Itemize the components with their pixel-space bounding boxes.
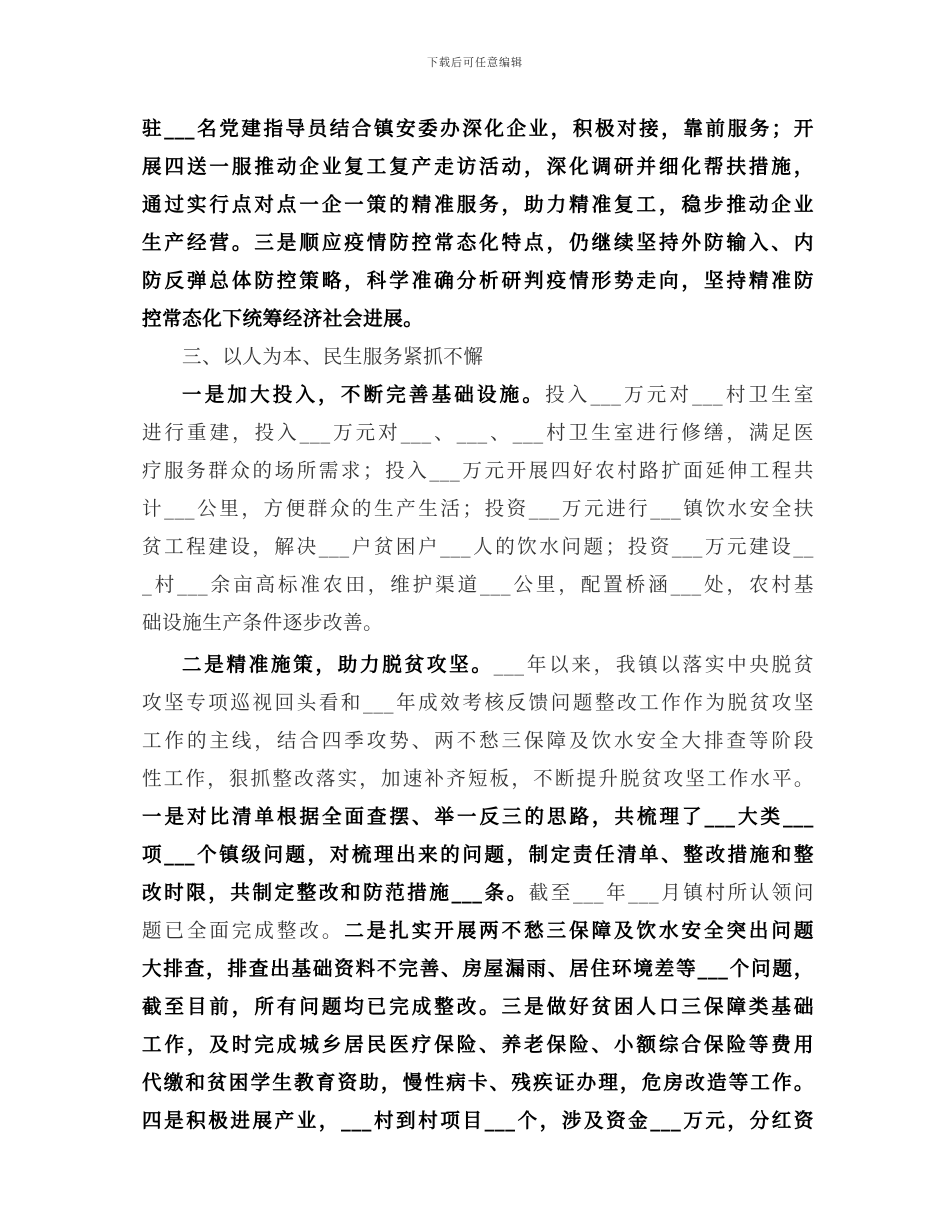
bold-text: 通过实行点对点一企一策的精准服务，助力精准复工，稳步推动企业 [142,193,814,216]
bold-text: 四是积极进展产业，___村到村项目___个，涉及资金___万元，分红资 [142,1109,814,1132]
text-line [142,566,814,604]
text-line [142,376,814,414]
text-line [142,110,814,148]
bold-text: 防反弹总体防控策略，科学准确分析研判疫情形势走向，坚持精准防 [142,269,814,292]
bold-text: 代缴和贫困学生教育资助，慢性病卡、残疾证办理，危房改造等工作。 [142,1071,814,1094]
bold-text: 改时限，共制定整改和防范措施___条。 [142,881,529,904]
regular-text: 进行重建，投入___万元对___、___、___村卫生室进行修缮，满足医 [142,421,814,444]
text-line [142,224,814,262]
text-line [142,604,814,642]
text-line [142,912,814,950]
bold-text: 控常态化下统筹经济社会进展。 [142,307,424,330]
bold-text: 截至目前，所有问题均已完成整改。三是做好贫困人口三保障类基础 [142,995,814,1018]
bold-text: 二是扎实开展两不愁三保障及饮水安全突出问题 [344,919,814,942]
text-line [142,684,814,722]
text-line [142,722,814,760]
text-line [142,646,814,684]
text-line [142,950,814,988]
bold-text: 项___个镇级问题，对梳理出来的问题，制定责任清单、整改措施和整 [142,843,814,866]
text-line [142,452,814,490]
bold-text: 工作，及时完成城乡居民医疗保险、养老保险、小额综合保险等费用 [142,1033,814,1056]
bold-text: 大排查，排查出基础资料不完善、房屋漏雨、居住环境差等___个问题， [142,957,814,980]
text-line [142,760,814,798]
text-line [142,1064,814,1102]
text-line [142,1026,814,1064]
bold-text: 驻___名党建指导员结合镇安委办深化企业，积极对接，靠前服务；开 [142,117,814,140]
regular-text: 截至___年___月镇村所认领问 [528,881,814,904]
regular-text: ___年以来，我镇以落实中央脱贫 [493,653,814,676]
regular-text: 攻坚专项巡视回头看和___年成效考核反馈问题整改工作作为脱贫攻坚 [142,691,814,714]
regular-text: 题已全面完成整改。 [142,919,345,942]
page-header: 下载后可任意编辑 [427,56,523,69]
text-line [142,414,814,452]
regular-text: 三、以人为本、民生服务紧抓不懈 [182,345,484,368]
regular-text: 投入___万元对___村卫生室 [545,383,814,406]
text-line [142,186,814,224]
regular-text: 贫工程建设，解决___户贫困户___人的饮水问题；投资___万元建设__ [142,535,814,558]
text-line [142,874,814,912]
regular-text: _村___余亩高标准农田，维护渠道___公里，配置桥涵___处，农村基 [142,573,815,596]
bold-text: 生产经营。三是顺应疫情防控常态化特点，仍继续坚持外防输入、内 [142,231,814,254]
text-line [142,1102,814,1140]
regular-text: 础设施生产条件逐步改善。 [142,611,384,634]
text-line [142,490,814,528]
text-line [142,988,814,1026]
bold-text: 展四送一服推动企业复工复产走访活动，深化调研并细化帮扶措施， [142,155,814,178]
text-line [142,300,814,338]
text-line [142,148,814,186]
bold-text: 二是精准施策，助力脱贫攻坚。 [182,653,494,676]
regular-text: 工作的主线，结合四季攻势、两不愁三保障及饮水安全大排查等阶段 [142,729,814,752]
bold-text: 一是对比清单根据全面查摆、举一反三的思路，共梳理了___大类___ [142,805,814,828]
regular-text: 疗服务群众的场所需求；投入___万元开展四好农村路扩面延伸工程共 [142,459,814,482]
regular-text: 计___公里，方便群众的生产生活；投资___万元进行___镇饮水安全扶 [142,497,814,520]
text-line [142,262,814,300]
regular-text: 性工作，狠抓整改落实，加速补齐短板，不断提升脱贫攻坚工作水平。 [142,767,814,790]
text-line [142,798,814,836]
bold-text: 一是加大投入，不断完善基础设施。 [182,383,546,406]
text-line [142,338,814,376]
text-line [142,836,814,874]
document-body [142,110,814,1140]
text-line [142,528,814,566]
